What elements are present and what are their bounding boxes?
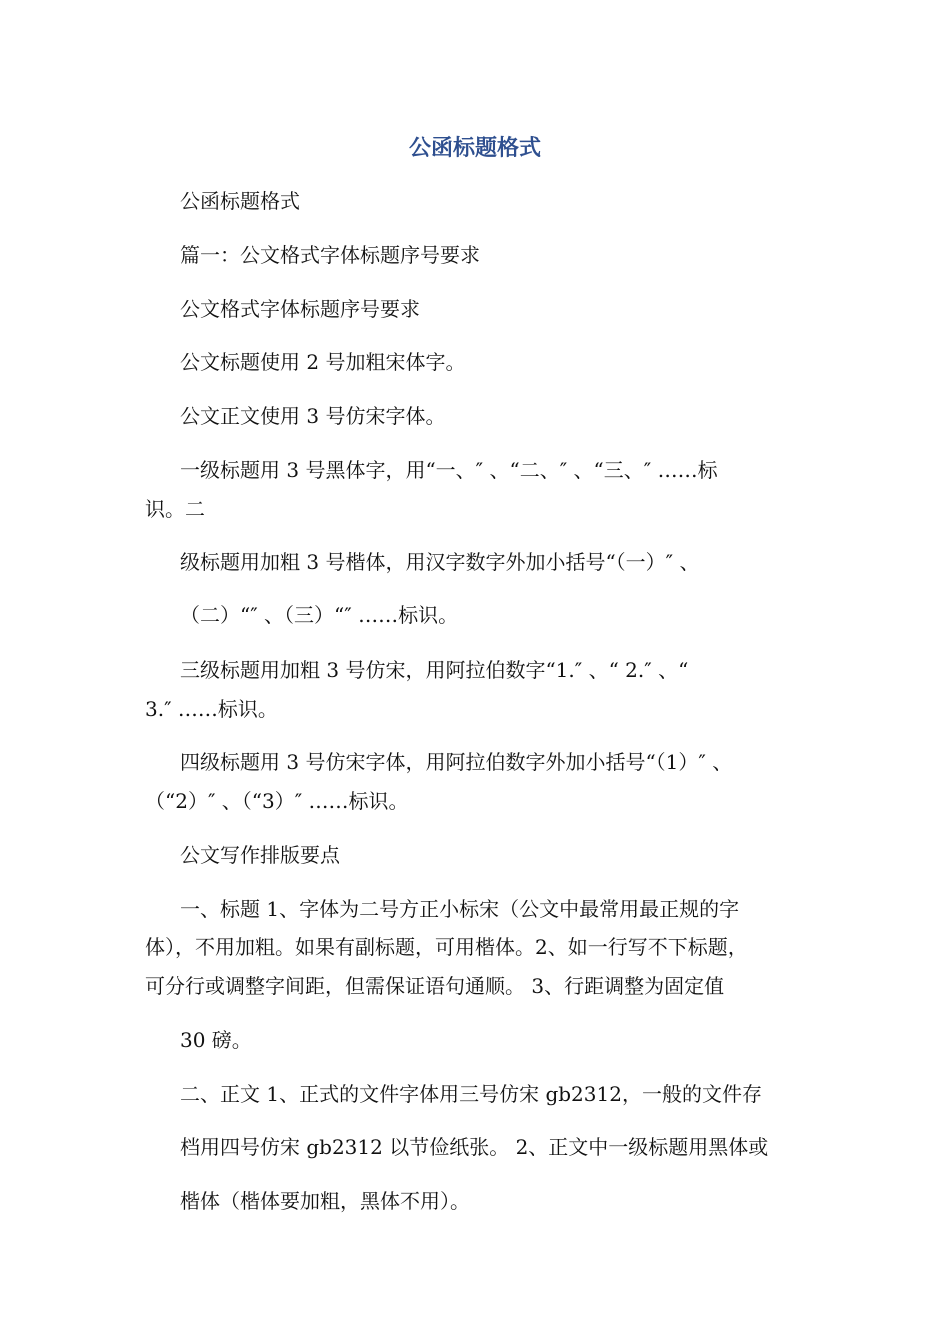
- paragraph-line: 级标题用加粗 3 号楷体，用汉字数字外加小括号“（一）″ 、: [180, 550, 700, 574]
- paragraph-line: 公文标题使用 2 号加粗宋体字。: [180, 350, 466, 374]
- paragraph-line: 楷体（楷体要加粗，黑体不用）。: [180, 1189, 470, 1213]
- paragraph-line: 公函标题格式: [180, 189, 300, 213]
- paragraph-line: 可分行或调整字间距，但需保证语句通顺。 3、行距调整为固定值: [145, 974, 725, 998]
- paragraph-line: （二）“″ 、（三）“″ ……标识。: [180, 603, 459, 627]
- paragraph-line: 公文正文使用 3 号仿宋字体。: [180, 404, 446, 428]
- paragraph-line: 三级标题用加粗 3 号仿宋，用阿拉伯数字“1.″ 、“ 2.″ 、“: [180, 658, 689, 682]
- paragraph-line: 篇一：公文格式字体标题序号要求: [180, 243, 480, 267]
- paragraph-line: 3.″ ……标识。: [145, 697, 278, 721]
- paragraph-line: （“2）″ 、（“3）″ ……标识。: [145, 789, 409, 813]
- paragraph-line: 30 磅。: [180, 1028, 252, 1052]
- paragraph-line: 一级标题用 3 号黑体字，用“一、″ 、“二、″ 、“三、″ ……标: [180, 458, 718, 482]
- paragraph-line: 公文写作排版要点: [180, 843, 340, 867]
- document-title: 公函标题格式: [408, 136, 541, 161]
- paragraph-line: 档用四号仿宋 gb2312 以节俭纸张。 2、正文中一级标题用黑体或: [180, 1135, 769, 1159]
- paragraph-line: 一、标题 1、字体为二号方正小标宋（公文中最常用最正规的字: [180, 897, 740, 921]
- paragraph-line: 四级标题用 3 号仿宋字体，用阿拉伯数字外加小括号“（1）″ 、: [180, 750, 733, 774]
- paragraph-line: 二、正文 1、正式的文件字体用三号仿宋 gb2312，一般的文件存: [180, 1082, 762, 1106]
- paragraph-line: 体），不用加粗。如果有副标题，可用楷体。2、如一行写不下标题，: [145, 935, 748, 959]
- paragraph-line: 公文格式字体标题序号要求: [180, 297, 420, 321]
- paragraph-line: 识。二: [145, 497, 205, 521]
